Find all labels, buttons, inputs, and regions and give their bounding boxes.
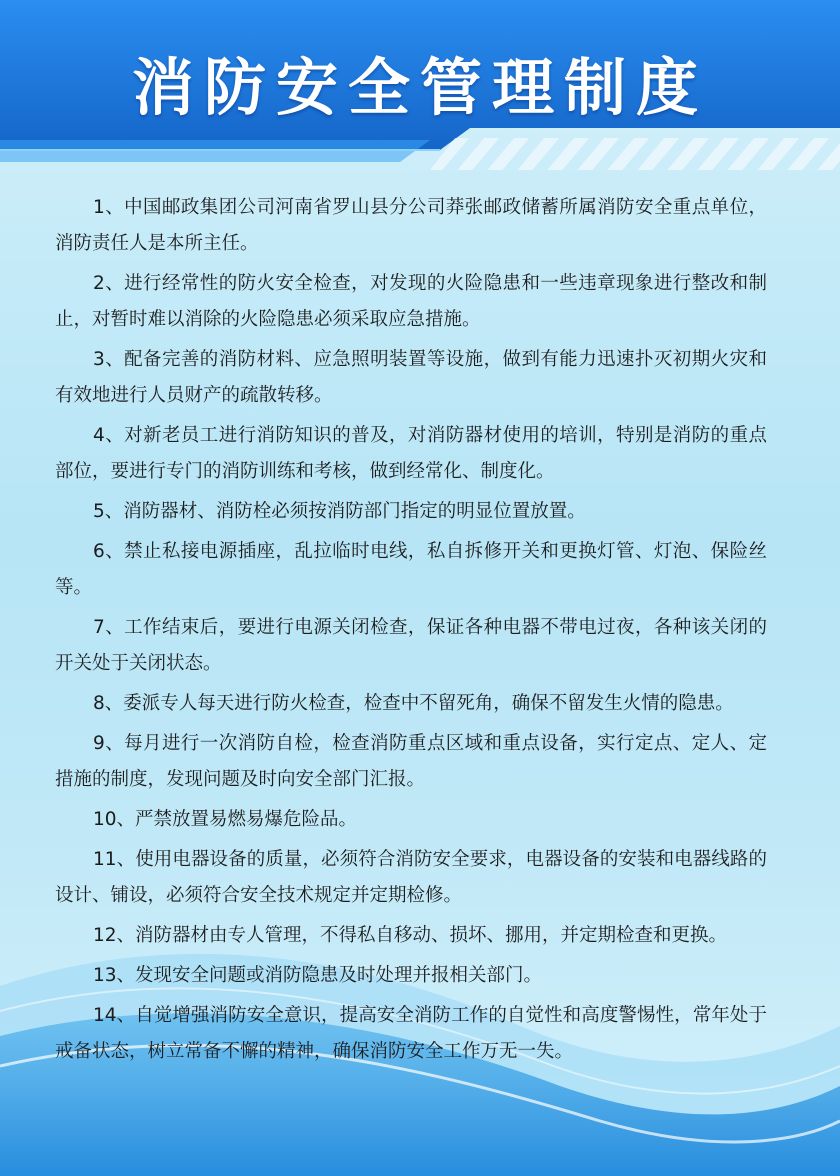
rule-item: 4、对新老员工进行消防知识的普及，对消防器材使用的培训，特别是消防的重点部位，要进行专门的消防训练和考核，做到经常化、制度化。: [55, 425, 767, 482]
page-title: 消防安全管理制度: [131, 51, 708, 124]
rule-item: 7、工作结束后，要进行电源关闭检查，保证各种电器不带电过夜，各种该关闭的开关处于关闭状态。: [55, 617, 767, 674]
rule-item: 10、严禁放置易燃易爆危险品。: [93, 809, 358, 830]
rule-item: 11、使用电器设备的质量，必须符合消防安全要求，电器设备的安装和电器线路的设计、铺设，必须符合安全技术规定并定期检修。: [55, 849, 767, 906]
rule-item: 2、进行经常性的防火安全检查，对发现的火险隐患和一些违章现象进行整改和制止，对暂时难以消除的火险隐患必须采取应急措施。: [55, 273, 767, 330]
rule-item: 8、委派专人每天进行防火检查，检查中不留死角，确保不留发生火情的隐患。: [93, 693, 734, 714]
rule-item: 3、配备完善的消防材料、应急照明装置等设施，做到有能力迅速扑灭初期火灾和有效地进行人员财产的疏散转移。: [55, 349, 767, 406]
rule-item: 13、发现安全问题或消防隐患及时处理并报相关部门。: [93, 965, 543, 986]
rule-item: 6、禁止私接电源插座，乱拉临时电线，私自拆修开关和更换灯管、灯泡、保险丝等。: [55, 541, 767, 598]
rule-item: 12、消防器材由专人管理，不得私自移动、损坏、挪用，并定期检查和更换。: [93, 925, 728, 946]
rules-list: [55, 190, 767, 1074]
rule-item: 9、每月进行一次消防自检，检查消防重点区域和重点设备，实行定点、定人、定措施的制度，发现问题及时向安全部门汇报。: [55, 733, 767, 790]
rule-item: 1、中国邮政集团公司河南省罗山县分公司莽张邮政储蓄所属消防安全重点单位，消防责任人是本所主任。: [55, 197, 767, 254]
rule-item: 14、自觉增强消防安全意识，提高安全消防工作的自觉性和高度警惕性，常年处于戒备状态，树立常备不懈的精神，确保消防安全工作万无一失。: [55, 1005, 767, 1062]
rule-item: 5、消防器材、消防栓必须按消防部门指定的明显位置放置。: [93, 501, 586, 522]
header-banner: [0, 0, 840, 170]
